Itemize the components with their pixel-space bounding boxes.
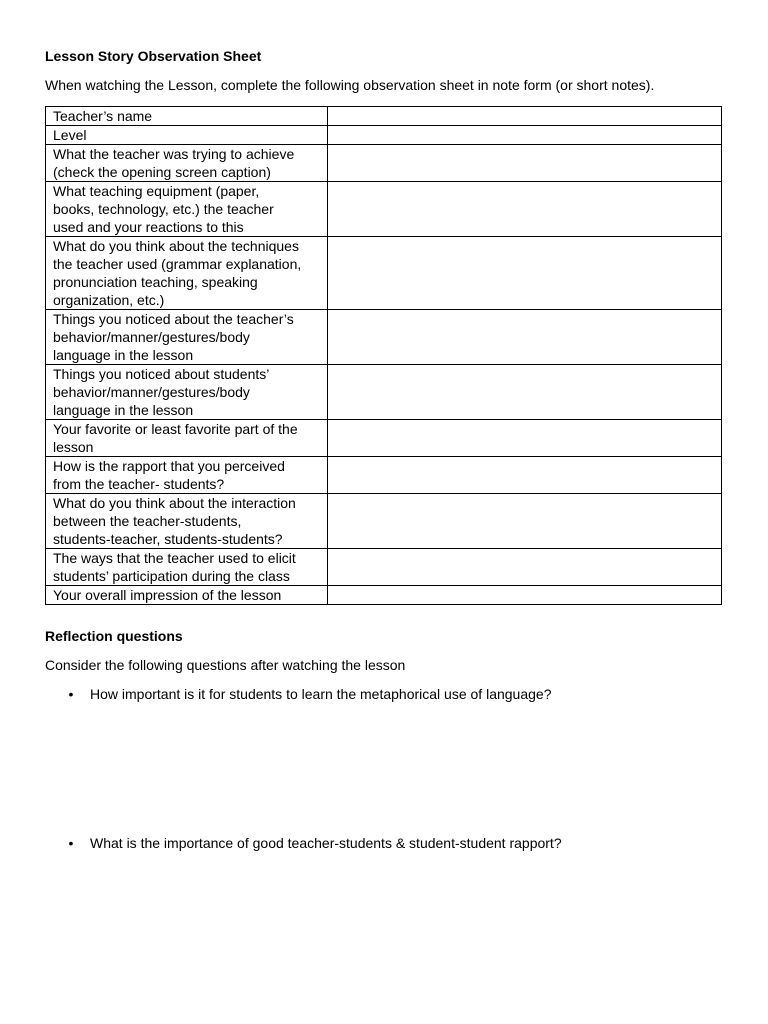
question-line: language in the lesson bbox=[53, 402, 194, 418]
table-row bbox=[46, 365, 722, 420]
answer-cell[interactable] bbox=[328, 586, 722, 605]
question-line: behavior/manner/gestures/body bbox=[53, 384, 250, 400]
answer-cell[interactable] bbox=[328, 420, 722, 457]
answer-cell[interactable] bbox=[328, 549, 722, 586]
table-row bbox=[46, 586, 722, 605]
question-cell bbox=[46, 494, 328, 549]
table-row bbox=[46, 494, 722, 549]
question-line: Things you noticed about students’ bbox=[53, 366, 270, 382]
question-line: between the teacher-students, bbox=[53, 513, 242, 529]
answer-cell[interactable] bbox=[328, 237, 722, 310]
table-row bbox=[46, 237, 722, 310]
question-line: from the teacher- students? bbox=[53, 476, 225, 492]
question-line: lesson bbox=[53, 439, 94, 455]
question-line: Your favorite or least favorite part of the bbox=[53, 421, 298, 437]
question-line: the teacher used (grammar explanation, bbox=[53, 256, 302, 272]
table-row bbox=[46, 107, 722, 126]
question-line: books, technology, etc.) the teacher bbox=[53, 201, 274, 217]
answer-cell[interactable] bbox=[328, 365, 722, 420]
question-cell bbox=[46, 549, 328, 586]
table-row bbox=[46, 549, 722, 586]
bullet-icon: • bbox=[68, 686, 74, 702]
answer-cell[interactable] bbox=[328, 145, 722, 182]
question-cell bbox=[46, 457, 328, 494]
table-row bbox=[46, 126, 722, 145]
question-line: Teacher’s name bbox=[53, 108, 153, 124]
observation-table-body bbox=[46, 107, 722, 605]
answer-cell[interactable] bbox=[328, 310, 722, 365]
question-line: language in the lesson bbox=[53, 347, 194, 363]
question-line: The ways that the teacher used to elicit bbox=[53, 550, 296, 566]
question-cell bbox=[46, 107, 328, 126]
question-line: pronunciation teaching, speaking bbox=[53, 274, 258, 290]
question-cell bbox=[46, 420, 328, 457]
reflection-intro: Consider the following questions after watching the lesson bbox=[45, 657, 406, 673]
question-cell bbox=[46, 310, 328, 365]
reflection-heading: Reflection questions bbox=[45, 628, 183, 644]
question-line: How is the rapport that you perceived bbox=[53, 458, 285, 474]
question-line: What teaching equipment (paper, bbox=[53, 183, 260, 199]
question-line: students’ participation during the class bbox=[53, 568, 290, 584]
answer-cell[interactable] bbox=[328, 182, 722, 237]
question-line: What the teacher was trying to achieve bbox=[53, 146, 295, 162]
question-cell bbox=[46, 126, 328, 145]
question-line: (check the opening screen caption) bbox=[53, 164, 271, 180]
table-row bbox=[46, 145, 722, 182]
answer-cell[interactable] bbox=[328, 126, 722, 145]
observation-table bbox=[45, 106, 722, 605]
question-line: Things you noticed about the teacher’s bbox=[53, 311, 294, 327]
answer-cell[interactable] bbox=[328, 457, 722, 494]
question-cell bbox=[46, 182, 328, 237]
question-text: What is the importance of good teacher-students & student-student rapport? bbox=[90, 835, 562, 851]
question-text: How important is it for students to learn the metaphorical use of language? bbox=[90, 686, 552, 702]
question-line: behavior/manner/gestures/body bbox=[53, 329, 250, 345]
question-line: Level bbox=[53, 127, 87, 143]
question-cell bbox=[46, 145, 328, 182]
table-row bbox=[46, 457, 722, 494]
question-cell bbox=[46, 365, 328, 420]
instructions-text: When watching the Lesson, complete the following observation sheet in note form (or short notes). bbox=[45, 77, 655, 93]
table-row bbox=[46, 182, 722, 237]
bullet-icon: • bbox=[68, 835, 74, 851]
question-line: What do you think about the interaction bbox=[53, 495, 296, 511]
question-line: What do you think about the techniques bbox=[53, 238, 299, 254]
question-cell bbox=[46, 586, 328, 605]
table-row bbox=[46, 420, 722, 457]
answer-cell[interactable] bbox=[328, 107, 722, 126]
document-title: Lesson Story Observation Sheet bbox=[45, 48, 262, 64]
table-row bbox=[46, 310, 722, 365]
answer-cell[interactable] bbox=[328, 494, 722, 549]
question-line: used and your reactions to this bbox=[53, 219, 244, 235]
question-line: students-teacher, students-students? bbox=[53, 531, 283, 547]
question-cell bbox=[46, 237, 328, 310]
question-line: Your overall impression of the lesson bbox=[53, 587, 282, 603]
question-line: organization, etc.) bbox=[53, 292, 165, 308]
